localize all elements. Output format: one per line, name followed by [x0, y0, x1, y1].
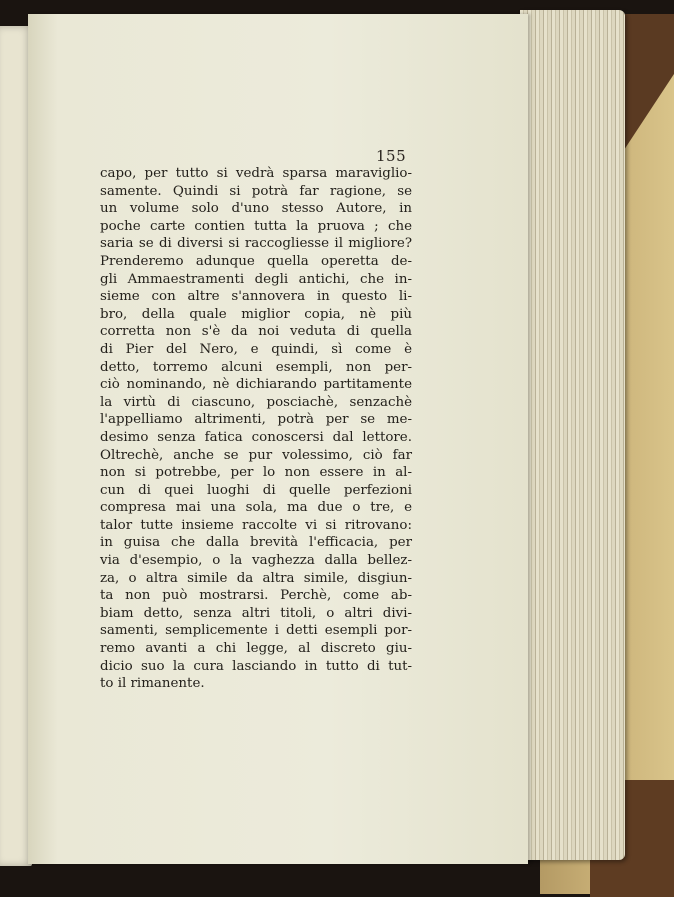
text-line: biam detto, senza altri titoli, o altri divi-: [100, 605, 412, 621]
page-stack-edges: [520, 10, 625, 860]
text-line: dicio suo la cura lasciando in tutto di tut-: [100, 658, 412, 674]
text-line: detto, torremo alcuni esempli, non per-: [100, 359, 412, 375]
text-line: za, o altra simile da altra simile, disgiun-: [100, 570, 412, 586]
text-line: non si potrebbe, per lo non essere in al-: [100, 465, 412, 481]
text-line: sieme con altre s'annovera in questo li-: [100, 289, 412, 305]
text-line: talor tutte insieme raccolte vi si ritrovano:: [100, 517, 412, 533]
page-number: 155: [376, 147, 407, 165]
text-line: to il rimanente.: [100, 676, 205, 692]
text-line: la virtù di ciascuno, posciachè, senzachè: [100, 394, 412, 410]
right-page: [28, 14, 528, 864]
text-line: in guisa che dalla brevità l'efficacia, per: [100, 535, 412, 551]
text-line: ciò nominando, nè dichiarando partitamente: [100, 377, 412, 393]
text-line: desimo senza fatica conoscersi dal lettore.: [100, 429, 412, 445]
text-line: ta non può mostrarsi. Perchè, come ab-: [100, 588, 412, 604]
text-line: l'appelliamo altrimenti, potrà per se me-: [100, 412, 412, 428]
text-line: samenti, semplicemente i detti esempli por-: [100, 623, 412, 639]
text-line: bro, della quale miglior copia, nè più: [100, 306, 412, 322]
text-line: cun di quei luoghi di quelle perfezioni: [100, 482, 412, 498]
text-line: poche carte contien tutta la pruova ; che: [100, 218, 412, 234]
text-line: remo avanti a chi legge, al discreto giu-: [100, 641, 412, 657]
text-line: Oltrechè, anche se pur volessimo, ciò far: [100, 447, 412, 463]
text-line: compresa mai una sola, ma due o tre, e: [100, 500, 412, 516]
text-line: un volume solo d'uno stesso Autore, in: [100, 201, 412, 217]
text-line: samente. Quindi si potrà far ragione, se: [100, 183, 412, 199]
text-line: saria se di diversi si raccogliesse il migliore?: [100, 236, 412, 252]
text-line: gli Ammaestramenti degli antichi, che in-: [100, 271, 412, 287]
body-text: [100, 165, 412, 693]
text-line: di Pier del Nero, e quindi, sì come è: [100, 341, 412, 357]
text-line: Prenderemo adunque quella operetta de-: [100, 253, 412, 269]
text-line: capo, per tutto si vedrà sparsa maraviglio-: [100, 166, 412, 181]
text-line: via d'esempio, o la vaghezza dalla bellez-: [100, 553, 412, 569]
text-line: corretta non s'è da noi veduta di quella: [100, 324, 412, 340]
